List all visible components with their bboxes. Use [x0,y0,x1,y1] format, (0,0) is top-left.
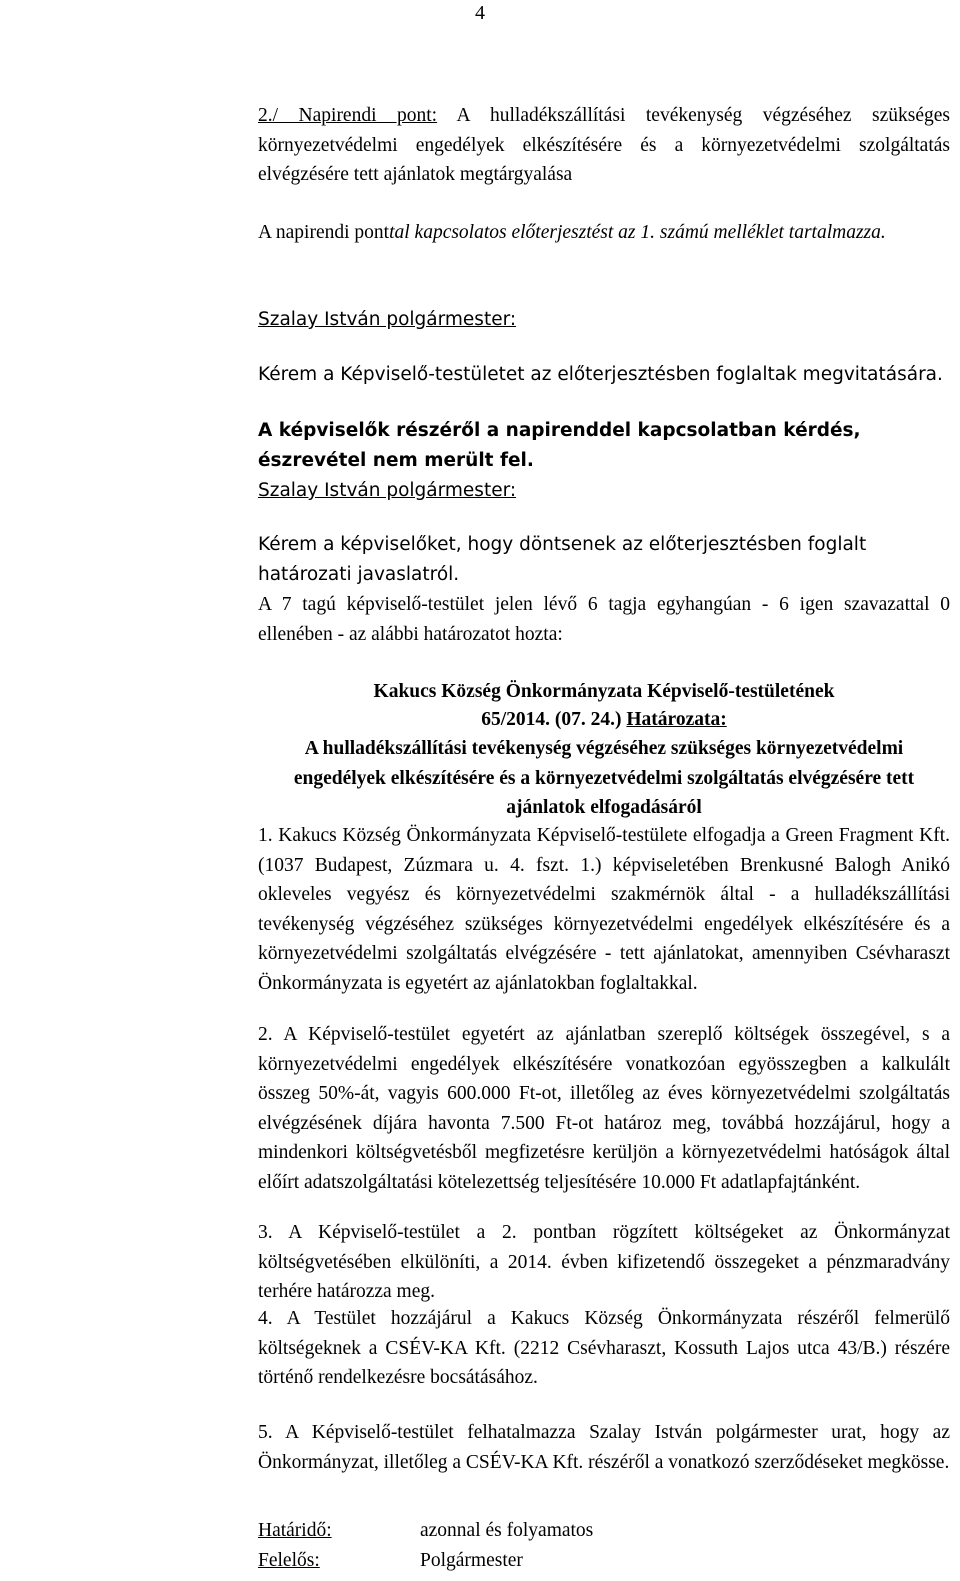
speech-1: Kérem a Képviselő-testületet az előterjesztésben foglaltak megvitatására. [258,364,943,385]
responsible-value: Polgármester [420,1550,523,1571]
speaker-heading-1: Szalay István polgármester: [258,309,517,330]
no-questions-statement: A képviselők részéről a napirenddel kapcsolatban kérdés, észrevétel nem merült fel. [258,420,861,471]
attachment-note-italic: tal kapcsolatos előterjesztést az 1. számú melléklet tartalmazza. [389,222,886,243]
attachment-note [258,218,950,248]
resolution-point-1: 1. Kakucs Község Önkormányzata Képviselő-testülete elfogadja a Green Fragment Kft. (1037 Budapest, Zúzmara u. 4. fszt. 1.) képviseletében Brenkusné Balogh Anikó okleveles vegyész és környezetvédelmi szakmérnök által - a hulladékszállítási tevékenység végzéséhez szükséges környezetvédelmi engedélyek elkészítésére és a környezetvédelmi szolgáltatás elvégzésére - tett ajánlatokat, amennyiben Csévharaszt Önkormányzata is egyetért az ajánlatokban foglaltakkal. [258,825,950,994]
resolution-point-4: 4. A Testület hozzájárul a Kakucs Község Önkormányzata részéről felmerülő költségeknek a CSÉV-KA Kft. (2212 Csévharaszt, Kossuth Lajos utca 43/B.) részére történő rendelkezésre bocsátásához. [258,1308,950,1388]
resolution-point-5: 5. A Képviselő-testület felhatalmazza Szalay István polgármester urat, hogy az Önkormányzat, illetőleg a CSÉV-KA Kft. részéről a vonatkozó szerződéseket megkösse. [258,1422,950,1473]
resolution-label: Határozata: [626,709,727,730]
agenda-label: 2./ Napirendi pont: [258,105,438,126]
resolution-number-line [258,705,950,735]
resolution-point-2: 2. A Képviselő-testület egyetért az ajánlatban szereplő költségek összegével, s a környezetvédelmi engedélyek elkészítésére vonatkozóan egyösszegben a kalkulált összeg 50%-át, vagyis 600.000 Ft-ot, illetőleg az éves környezetvédelmi szolgáltatás elvégzésének díjára havonta 7.500 Ft-ot határoz meg, továbbá hozzájárul, hogy a mindenkori költségvetésből megfizetésre kerüljön a környezetvédelmi hatóságok által előírt adatszolgáltatási kötelezettség teljesítésére 10.000 Ft adatlapfajtánként. [258,1024,950,1193]
deadline-label: Határidő: [258,1520,332,1541]
attachment-note-plain: A napirendi pont [258,222,390,243]
resolution-title: A hulladékszállítási tevékenység végzéséhez szükséges környezetvédelmi engedélyek elkészítésére és a környezetvédelmi szolgáltatás elvégzésére tett ajánlatok elfogadásáról [293,738,915,818]
resolution-body: Kakucs Község Önkormányzata Képviselő-testületének [373,681,835,702]
resolution-number: 65/2014. (07. 24.) [481,709,622,730]
agenda-item [258,101,950,190]
speaker-heading-2: Szalay István polgármester: [258,480,517,501]
agenda-text: A hulladékszállítási tevékenység végzéséhez szükséges környezetvédelmi engedélyek elkészítésére és a környezetvédelmi szolgáltatás elvégzésére tett ajánlatok megtárgyalása [258,105,950,185]
vote-statement: A 7 tagú képviselő-testület jelen lévő 6 tagja egyhangúan - 6 igen szavazattal 0 ellenében - az alábbi határozatot hozta: [258,594,950,645]
speech-2: Kérem a képviselőket, hogy döntsenek az előterjesztésben foglalt határozati javaslatról. [258,534,867,585]
page-number: 4 [475,2,485,24]
resolution-point-3: 3. A Képviselő-testület a 2. pontban rögzített költségeket az Önkormányzat költségvetésében elkülöníti, a 2014. évben kifizetendő összegeket a pénzmaradvány terhére határozza meg. [258,1222,950,1302]
responsible-label: Felelős: [258,1550,320,1571]
deadline-value: azonnal és folyamatos [420,1520,594,1541]
